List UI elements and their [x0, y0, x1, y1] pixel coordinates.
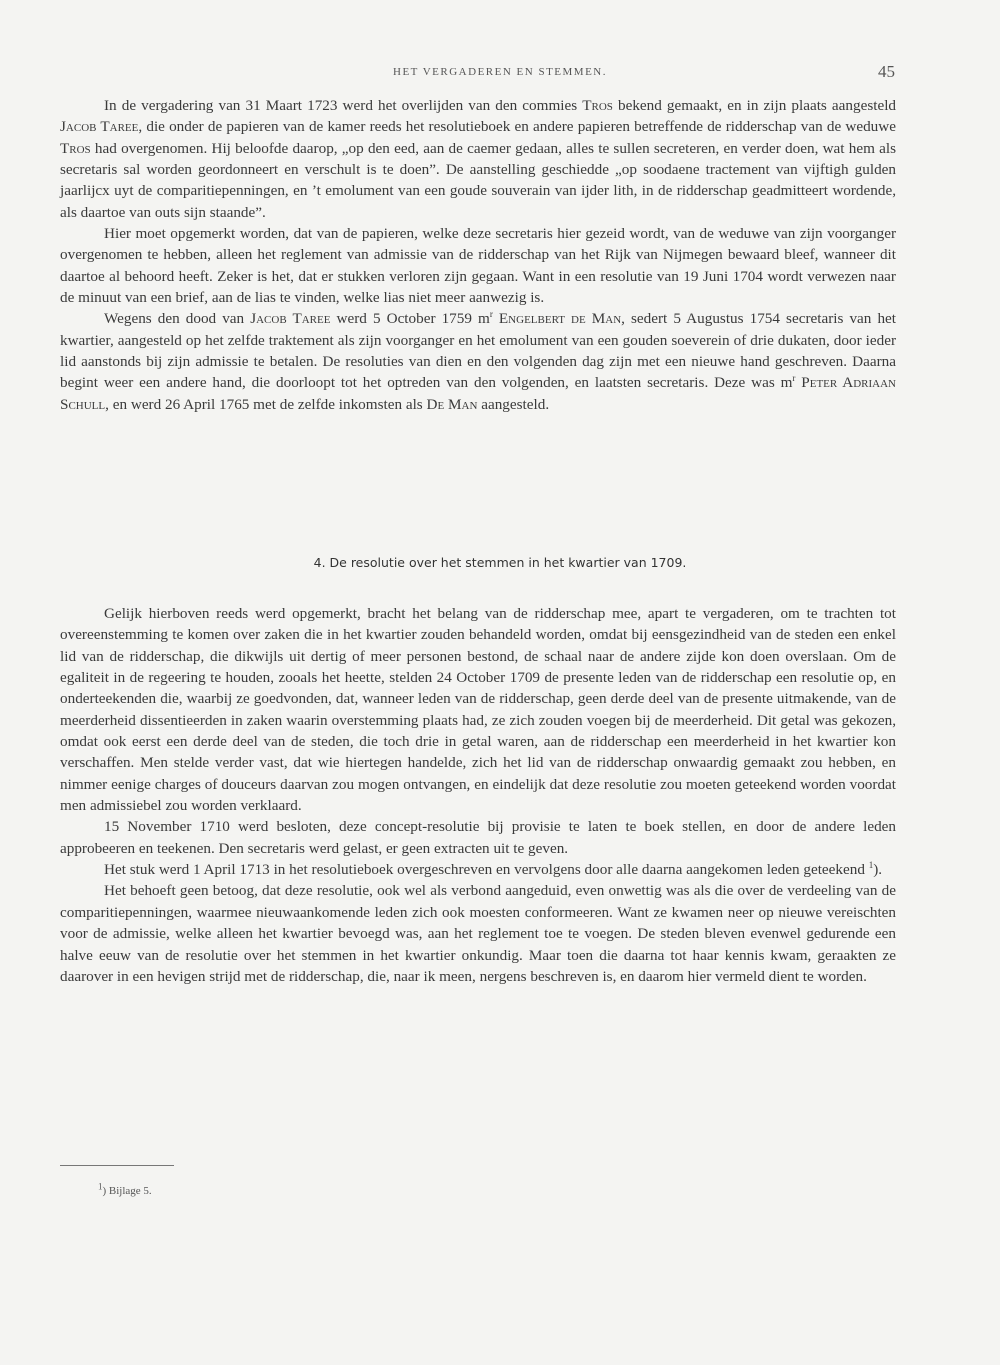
- paragraph: Wegens den dood van Jacob Taree werd 5 October 1759 $m^r$ Engelbert de Man, sedert 5 Augustus 1754 secretaris van het kwartier, aangesteld op het zelfde traktement als zijn voorganger en het emolument van een gouden soeverein of drie dukaten, door ieder lid aanstonds bij zijn admissie te betalen. De resoluties van dien en den volgenden dag zijn met een nieuwe hand geschreven. Daarna begint weer een andere hand, die doorloopt tot het optreden van den volgenden, en laatsten secretaris. Deze was $m^r$ Peter Adriaan Schull, en werd 26 April 1765 met de zelfde inkomsten als De Man aangesteld.: [60, 309, 896, 413]
- paragraph: Het behoeft geen betoog, dat deze resolutie, ook wel als verbond aangeduid, even onwettig was als die over de verdeeling van de comparitiepenningen, waarmee nieuwaankomende leden zich ook moesten conformeeren. Want ze kwamen neer op nieuwe vereischten voor de admissie, welke alleen het kwartier bevoegd was, aan het reglement toe te voegen. De steden bleven evenwel gedurende een halve eeuw van de resolutie over het stemmen in het kwartier onkundig. Maar toen die daarna tot haar kennis kwam, geraakten ze daarover in een hevigen strijd met de ridderschap, die, naar ik meen, nergens beschreven is, en daarom hier vermeld dient te worden.: [60, 882, 896, 985]
- person-name: De Man: [426, 395, 478, 413]
- person-name: Jacob Taree: [250, 310, 331, 328]
- paragraph: Het stuk werd 1 April 1713 in het resolutieboek overgeschreven en vervolgens door alle daarna aangekomen leden geteekend $^1$).: [104, 860, 883, 879]
- footnote: $^1$) Bijlage 5.: [98, 1181, 152, 1197]
- footnote-divider: [60, 1165, 174, 1166]
- section-heading: 4. De resolutie over het stemmen in het kwartier van 1709.: [313, 555, 687, 570]
- paragraph: In de vergadering van 31 Maart 1723 werd het overlijden van den commies Tros bekend gemaakt, en in zijn plaats aangesteld Jacob Taree, die onder de papieren van de kamer reeds het resolutieboek en andere papieren betreffende de ridderschap van de weduwe Tros had overgenomen. Hij beloofde daarop, „op den eed, aan de caemer gedaan, alles te sullen secreteren, en verder doen, wat hem als secretaris sal worden geordonneert en verschult is te doen”. De aanstelling geschiedde „op soodaene tractement van vijftigh gulden jaarlijcx uyt de comparitiepenningen, en ’t emolument van een goude souverain van ijder lith, in de ridderschap geadmitteert wordende, als daartoe van outs sijn staande”.: [60, 97, 897, 221]
- person-name: Peter Adriaan Schull: [60, 374, 896, 413]
- footnote-reference: 1: [868, 860, 874, 871]
- paragraph: Hier moet opgemerkt worden, dat van de papieren, welke deze secretaris hier gezeid wordt, van de weduwe van zijn voorganger overgenomen te hebben, alleen het reglement van admissie van de ridderschap van het Rijk van Nijmegen bewaard bleef, wanneer dit daartoe al behoord heeft. Zeker is het, dat er stukken verloren zijn gegaan. Want in een resolutie van 19 Juni 1704 wordt verwezen naar de minuut van een brief, aan de lias te vinden, welke lias niet meer aanwezig is.: [60, 225, 896, 307]
- section-1-text: [60, 95, 896, 415]
- person-name: Tros: [60, 139, 91, 157]
- person-name: Tros: [582, 97, 613, 114]
- page-number: 45: [878, 62, 895, 81]
- section-2-text: [60, 603, 896, 987]
- person-name: Engelbert de Man: [498, 310, 622, 328]
- running-head: HET VERGADEREN EN STEMMEN.: [393, 66, 607, 78]
- paragraph: Gelijk hierboven reeds werd opgemerkt, bracht het belang van de ridderschap mee, apart te vergaderen, om te trachten tot overeenstemming te komen over zaken die in het kwartier zouden behandeld worden, omdat bij eensgezindheid van de steden een enkel lid van de ridderschap, die dikwijls uit dertig of meer personen bestond, de schaal naar de andere zijde kon doen overslaan. Om de egaliteit in de regeering te houden, zooals het heette, stelden 24 October 1709 de presente leden van de ridderschap een resolutie op, en onderteekenden die, waarbij ze goedvonden, dat, wanneer leden van de ridderschap, geen derde deel van de presente uitmakende, van de meerderheid dissentieerden in zaken waarin overstemming plaats had, ze zich zouden voegen bij de meerderheid. Dit getal was gekozen, omdat ook eerst een derde deel van de steden, die toch drie in getal waren, aan de ridderschap een meerderheid in het kwartier kon verschaffen. Men stelde verder vast, dat wie hiertegen handelde, zich het lid van de ridderschap onwaardig gemaakt zou hebben, en nimmer eenige charges of douceurs daarvan zou mogen ontvangen, en eindelijk dat deze resolutie zou moeten geteekend worden voordat men admissiebel zou worden verklaard.: [60, 605, 896, 815]
- paragraph: 15 November 1710 werd besloten, deze concept-resolutie bij provisie te laten te boek stellen, en door de andere leden approbeeren en teekenen. Den secretaris werd gelast, er geen extracten uit te geven.: [60, 818, 896, 857]
- person-name: Jacob Taree: [60, 118, 139, 136]
